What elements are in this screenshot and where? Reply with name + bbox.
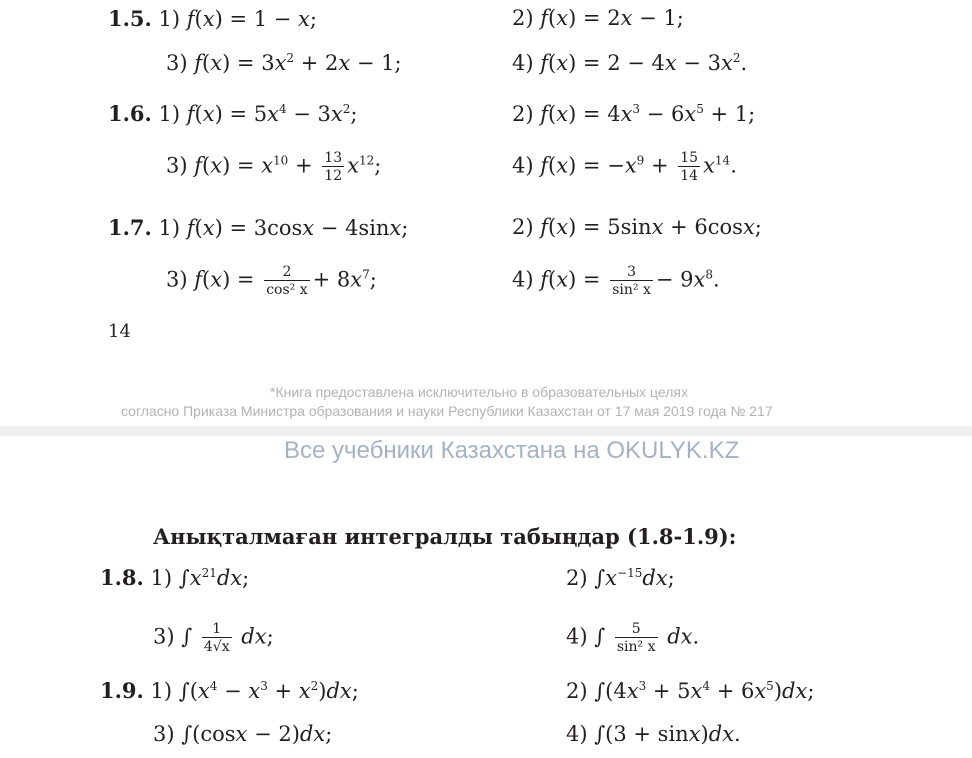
fraction: $\frac{3}{\text{sin² x}}$ bbox=[612, 264, 651, 299]
exercise-1-6-item4: 4) $f(x) = -x^9$ + $\frac{15}{14}$ $x^{14}$. bbox=[512, 150, 737, 185]
exercise-1-5-item4: 4) $f(x) = 2 - 4x - 3x^2$. bbox=[512, 51, 748, 75]
exercise-1-9-row1: 1.9. 1) $\int(x^4 - x^3 + x^2)dx$; bbox=[100, 678, 359, 703]
exercise-1-7-item2: 2) f(x) = 5sinx + 6cosx; bbox=[512, 215, 762, 239]
exercise-1-7-item4: 4) f(x) = $\frac{3}{\text{sin² x}}$ − $9x^8$. bbox=[512, 264, 720, 299]
exercise-number: 1.8. bbox=[100, 565, 144, 590]
exercise-1-5-item3: 3) $f(x) = 3x^2 + 2x - 1$; bbox=[166, 51, 402, 75]
fraction: $\frac{1}{4√x}$ bbox=[203, 621, 230, 656]
fraction: $\frac{15}{14}$ bbox=[680, 150, 699, 185]
exercise-1-8-item2: 2) $\int x^{-15}dx$; bbox=[566, 566, 675, 590]
exercise-1-6-item2: 2) $f(x) = 4x^3 - 6x^5 + 1$; bbox=[512, 102, 756, 126]
page-divider bbox=[0, 426, 972, 436]
exercise-1-8-row1: 1.8. 1) $\int x^{21}dx$; bbox=[100, 565, 250, 590]
exercise-1-5-item2: 2) f(x) = 2x − 1; bbox=[512, 6, 684, 30]
exercise-1-5-row1: 1.5. 1) f(x) = 1 − x; bbox=[108, 6, 317, 31]
exercise-1-8-item3: 3) ∫ $\frac{1}{4√x}$ dx; bbox=[153, 621, 274, 656]
exercise-number: 1.5. bbox=[108, 6, 152, 31]
page-number: 14 bbox=[108, 321, 131, 342]
fraction: $\frac{13}{12}$ bbox=[324, 150, 343, 185]
promo-link[interactable]: Все учебники Казахстана на OKULYK.KZ bbox=[284, 437, 740, 464]
exercise-number: 1.6. bbox=[108, 101, 152, 126]
fraction: $\frac{5}{\text{sin² x}}$ bbox=[616, 621, 656, 656]
exercise-number: 1.9. bbox=[100, 678, 144, 703]
exercise-1-9-item2: 2) $\int(4x^3 + 5x^4 + 6x^5)dx$; bbox=[566, 679, 815, 703]
exercise-1-8-item4: 4) ∫ $\frac{5}{\text{sin² x}}$ dx. bbox=[566, 621, 700, 656]
exercise-1-6-row1: 1.6. 1) $f(x) = 5x^4 - 3x^2$; bbox=[108, 101, 358, 126]
exercise-1-7-row1: 1.7. 1) f(x) = 3cosx − 4sinx; bbox=[108, 215, 409, 240]
exercise-1-7-item3: 3) f(x) = $\frac{2}{\text{cos² x}}$ + $8x^7$; bbox=[166, 264, 377, 299]
footer-note-line1: *Книга предоставлена исключительно в образовательных целях bbox=[270, 384, 688, 400]
exercise-number: 1.7. bbox=[108, 215, 152, 240]
exercise-1-9-item3: 3) ∫(cosx − 2)dx; bbox=[153, 722, 333, 746]
fraction: $\frac{2}{\text{cos² x}}$ bbox=[266, 264, 308, 299]
footer-note-line2: согласно Приказа Министра образования и науки Республики Казахстан от 17 мая 2019 года № 217 bbox=[121, 403, 773, 419]
exercise-1-6-item3: 3) $f(x) = x^{10}$ + $\frac{13}{12}$ $x^{12}$; bbox=[166, 150, 382, 185]
section-heading: Анықталмаған интегралды табыңдар (1.8-1.9): bbox=[153, 524, 737, 549]
exercise-1-9-item4: 4) ∫(3 + sinx)dx. bbox=[566, 722, 741, 746]
